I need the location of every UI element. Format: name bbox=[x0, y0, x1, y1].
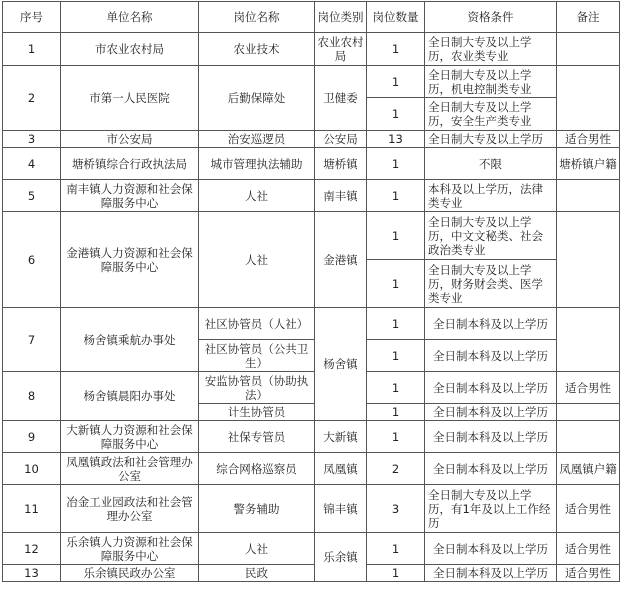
cell-note: 适合男性 bbox=[557, 372, 620, 404]
cell-category: 大新镇 bbox=[315, 421, 367, 453]
cell-conditions: 全日制大专及以上学历，中文文秘类、社会政治类专业 bbox=[425, 212, 557, 260]
table-row bbox=[3, 421, 620, 453]
cell-category: 锦丰镇 bbox=[315, 485, 367, 533]
cell-unit: 大新镇人力资源和社会保障服务中心 bbox=[61, 421, 199, 453]
cell-unit: 市公安局 bbox=[61, 131, 199, 148]
cell-note bbox=[557, 33, 620, 66]
table-row bbox=[3, 308, 620, 340]
cell-post: 社区协管员（人社） bbox=[199, 308, 315, 340]
cell-post: 治安巡逻员 bbox=[199, 131, 315, 148]
cell-count: 1 bbox=[367, 98, 425, 131]
cell-category: 公安局 bbox=[315, 131, 367, 148]
cell-post: 后勤保障处 bbox=[199, 66, 315, 131]
table-row bbox=[3, 212, 620, 260]
cell-no: 7 bbox=[3, 308, 61, 372]
header-note: 备注 bbox=[557, 2, 620, 33]
cell-no: 6 bbox=[3, 212, 61, 308]
cell-count: 1 bbox=[367, 533, 425, 565]
table-row bbox=[3, 66, 620, 98]
cell-unit: 市第一人民医院 bbox=[61, 66, 199, 131]
cell-post: 计生协管员 bbox=[199, 404, 315, 421]
cell-no: 11 bbox=[3, 485, 61, 533]
cell-note: 凤凰镇户籍 bbox=[557, 453, 620, 485]
cell-note: 适合男性 bbox=[557, 533, 620, 565]
cell-category: 金港镇 bbox=[315, 212, 367, 308]
cell-conditions: 全日制大专及以上学历，机电控制类专业 bbox=[425, 66, 557, 98]
cell-conditions: 全日制本科及以上学历 bbox=[425, 308, 557, 340]
cell-count: 1 bbox=[367, 372, 425, 404]
header-unit: 单位名称 bbox=[61, 2, 199, 33]
cell-post: 人社 bbox=[199, 212, 315, 308]
cell-unit: 杨舍镇晨阳办事处 bbox=[61, 372, 199, 421]
cell-count: 1 bbox=[367, 260, 425, 308]
cell-category: 凤凰镇 bbox=[315, 453, 367, 485]
cell-note bbox=[557, 308, 620, 372]
cell-category: 塘桥镇 bbox=[315, 148, 367, 180]
cell-conditions: 全日制本科及以上学历 bbox=[425, 421, 557, 453]
header-count: 岗位数量 bbox=[367, 2, 425, 33]
header-no: 序号 bbox=[3, 2, 61, 33]
table-row bbox=[3, 372, 620, 404]
header-conditions: 资格条件 bbox=[425, 2, 557, 33]
cell-category: 卫健委 bbox=[315, 66, 367, 131]
table-row bbox=[3, 565, 620, 582]
cell-unit: 市农业农村局 bbox=[61, 33, 199, 66]
cell-category: 农业农村局 bbox=[315, 33, 367, 66]
cell-no: 9 bbox=[3, 421, 61, 453]
table-row bbox=[3, 33, 620, 66]
cell-category: 乐余镇 bbox=[315, 533, 367, 582]
cell-conditions: 全日制本科及以上学历 bbox=[425, 533, 557, 565]
table-header-row bbox=[3, 2, 620, 33]
cell-no: 4 bbox=[3, 148, 61, 180]
cell-conditions: 全日制本科及以上学历 bbox=[425, 565, 557, 582]
cell-note bbox=[557, 421, 620, 453]
table-row bbox=[3, 131, 620, 148]
cell-count: 3 bbox=[367, 485, 425, 533]
cell-note bbox=[557, 66, 620, 131]
cell-count: 1 bbox=[367, 421, 425, 453]
cell-unit: 乐余镇人力资源和社会保障服务中心 bbox=[61, 533, 199, 565]
cell-note bbox=[557, 404, 620, 421]
cell-category: 南丰镇 bbox=[315, 180, 367, 212]
cell-conditions: 不限 bbox=[425, 148, 557, 180]
cell-post: 警务辅助 bbox=[199, 485, 315, 533]
cell-count: 1 bbox=[367, 212, 425, 260]
cell-conditions: 全日制大专及以上学历，农业类专业 bbox=[425, 33, 557, 66]
cell-count: 1 bbox=[367, 66, 425, 98]
table-row bbox=[3, 533, 620, 565]
cell-conditions: 全日制本科及以上学历 bbox=[425, 404, 557, 421]
cell-unit: 杨舍镇乘航办事处 bbox=[61, 308, 199, 372]
cell-post: 城市管理执法辅助 bbox=[199, 148, 315, 180]
cell-no: 8 bbox=[3, 372, 61, 421]
cell-count: 1 bbox=[367, 340, 425, 372]
cell-post: 社保专管员 bbox=[199, 421, 315, 453]
cell-post: 综合网格巡察员 bbox=[199, 453, 315, 485]
cell-conditions: 全日制大专及以上学历，安全生产类专业 bbox=[425, 98, 557, 131]
cell-count: 2 bbox=[367, 453, 425, 485]
cell-count: 1 bbox=[367, 148, 425, 180]
cell-count: 1 bbox=[367, 180, 425, 212]
cell-category: 杨舍镇 bbox=[315, 308, 367, 421]
header-category: 岗位类别 bbox=[315, 2, 367, 33]
cell-unit: 冶金工业园政法和社会管理办公室 bbox=[61, 485, 199, 533]
cell-unit: 南丰镇人力资源和社会保障服务中心 bbox=[61, 180, 199, 212]
cell-post: 农业技术 bbox=[199, 33, 315, 66]
cell-count: 1 bbox=[367, 565, 425, 582]
cell-conditions: 全日制本科及以上学历 bbox=[425, 372, 557, 404]
cell-count: 13 bbox=[367, 131, 425, 148]
cell-unit: 凤凰镇政法和社会管理办公室 bbox=[61, 453, 199, 485]
cell-no: 13 bbox=[3, 565, 61, 582]
cell-note: 适合男性 bbox=[557, 565, 620, 582]
cell-note: 塘桥镇户籍 bbox=[557, 148, 620, 180]
cell-conditions: 本科及以上学历，法律类专业 bbox=[425, 180, 557, 212]
recruitment-table bbox=[2, 1, 620, 582]
table-row bbox=[3, 485, 620, 533]
cell-conditions: 全日制本科及以上学历 bbox=[425, 453, 557, 485]
cell-conditions: 全日制本科及以上学历 bbox=[425, 340, 557, 372]
cell-conditions: 全日制大专及以上学历，有1年及以上工作经历 bbox=[425, 485, 557, 533]
table-row bbox=[3, 453, 620, 485]
cell-count: 1 bbox=[367, 404, 425, 421]
cell-post: 民政 bbox=[199, 565, 315, 582]
cell-post: 社区协管员（公共卫生） bbox=[199, 340, 315, 372]
cell-post: 安监协管员（协助执法） bbox=[199, 372, 315, 404]
cell-no: 2 bbox=[3, 66, 61, 131]
cell-count: 1 bbox=[367, 33, 425, 66]
cell-post: 人社 bbox=[199, 180, 315, 212]
cell-conditions: 全日制大专及以上学历 bbox=[425, 131, 557, 148]
cell-unit: 乐余镇民政办公室 bbox=[61, 565, 199, 582]
cell-no: 10 bbox=[3, 453, 61, 485]
cell-no: 12 bbox=[3, 533, 61, 565]
table-row bbox=[3, 180, 620, 212]
cell-unit: 塘桥镇综合行政执法局 bbox=[61, 148, 199, 180]
cell-no: 5 bbox=[3, 180, 61, 212]
cell-note bbox=[557, 180, 620, 212]
cell-no: 1 bbox=[3, 33, 61, 66]
cell-conditions: 全日制大专及以上学历，财务财会类、医学类专业 bbox=[425, 260, 557, 308]
cell-no: 3 bbox=[3, 131, 61, 148]
table-row bbox=[3, 148, 620, 180]
cell-unit: 金港镇人力资源和社会保障服务中心 bbox=[61, 212, 199, 308]
cell-note: 适合男性 bbox=[557, 485, 620, 533]
cell-note: 适合男性 bbox=[557, 131, 620, 148]
cell-count: 1 bbox=[367, 308, 425, 340]
header-post: 岗位名称 bbox=[199, 2, 315, 33]
cell-note bbox=[557, 212, 620, 308]
cell-post: 人社 bbox=[199, 533, 315, 565]
